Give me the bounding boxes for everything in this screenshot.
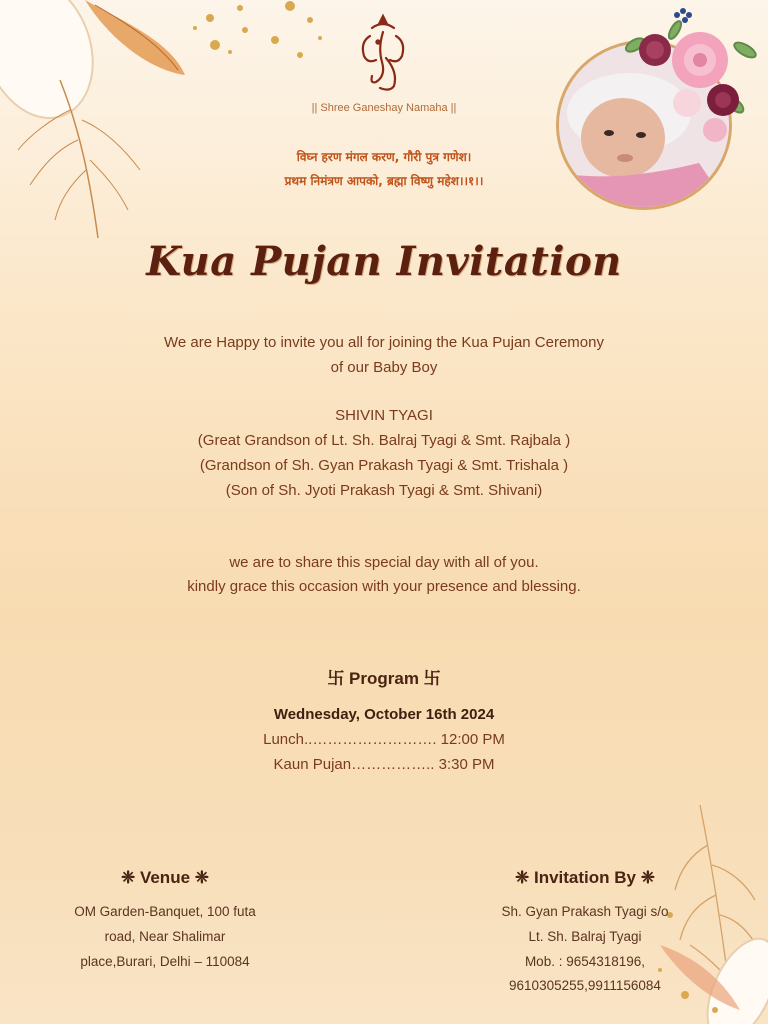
shloka-line-2: प्रथम निमंत्रण आपको, ब्रह्मा विष्णु महेश।।१।। [284, 174, 484, 188]
invitation-by-heading: ❈ Invitation By ❈ [515, 868, 655, 887]
venue-line-3: place,Burari, Delhi – 110084 [80, 954, 250, 969]
ganesha-icon [350, 12, 416, 94]
relation-grandson: (Grandson of Sh. Gyan Prakash Tyagi & Smt. Trishala ) [199, 457, 569, 474]
invitation-by-line-1: Sh. Gyan Prakash Tyagi s/o [501, 904, 669, 919]
venue-heading: ❈ Venue ❈ [120, 868, 209, 887]
venue-line-1: OM Garden-Banquet, 100 futa [74, 904, 256, 919]
flower-top-left-icon [0, 0, 260, 245]
invite-line-1: We are Happy to invite you all for joining the Kua Pujan Ceremony [164, 334, 604, 351]
program-kuan-pujan: Kaun Pujan…………….. 3:30 PM [273, 756, 495, 773]
baby-name: SHIVIN TYAGI [335, 407, 433, 424]
invite-line-2: of our Baby Boy [330, 359, 438, 376]
invitation-by-phone-2: 9610305255,9911156084 [509, 978, 661, 993]
program-date: Wednesday, October 16th 2024 [273, 706, 495, 723]
invitation-title: Kua Pujan Invitation [146, 238, 622, 285]
ganesh-mantra: || Shree Ganeshay Namaha || [311, 102, 457, 114]
message-line-2: kindly grace this occasion with your presence and blessing. [187, 578, 581, 595]
rose-bouquet-icon [615, 5, 765, 155]
invitation-by-phone-1: Mob. : 9654318196, [524, 954, 646, 969]
message-line-1: we are to share this special day with all of you. [229, 554, 539, 571]
invitation-by-line-2: Lt. Sh. Balraj Tyagi [528, 929, 642, 944]
venue-line-2: road, Near Shalimar [104, 929, 226, 944]
shloka-line-1: विघ्न हरण मंगल करण, गौरी पुत्र गणेश। [296, 150, 472, 164]
program-lunch: Lunch..……………………. 12:00 PM [263, 731, 505, 748]
program-heading: 卐 Program 卐 [327, 669, 441, 688]
relation-son: (Son of Sh. Jyoti Prakash Tyagi & Smt. Shivani) [225, 482, 543, 499]
gold-dots-icon [250, 0, 340, 70]
relation-great-grandson: (Great Grandson of Lt. Sh. Balraj Tyagi & Smt. Rajbala ) [197, 432, 571, 449]
